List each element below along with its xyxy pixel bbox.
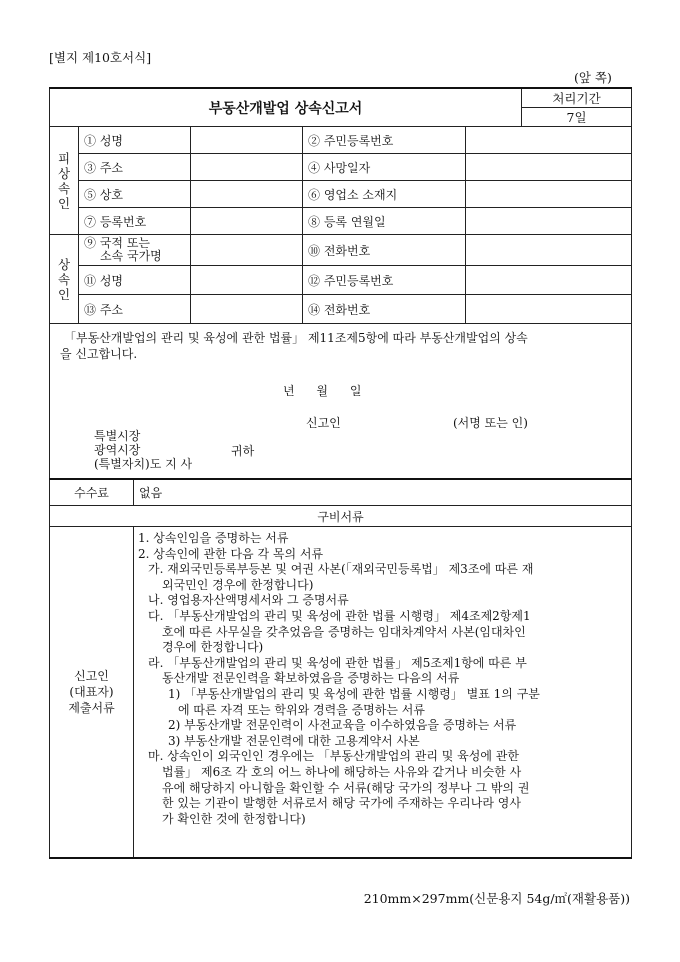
documents-label: 신고인 (대표자) 제출서류 (50, 527, 134, 859)
heir-name-label: ⑪ 성명 (79, 266, 191, 295)
decedent-resident-no-field[interactable] (466, 127, 632, 154)
heir-name-field[interactable] (191, 266, 303, 295)
fee-label: 수수료 (50, 479, 134, 506)
heir-resident-no-field[interactable] (466, 266, 632, 295)
reg-no-label: ⑦ 등록번호 (79, 208, 191, 235)
decedent-name-label: ① 성명 (79, 127, 191, 154)
trade-name-label: ⑤ 상호 (79, 181, 191, 208)
doc-item: 1. 상속인임을 증명하는 서류 (138, 531, 289, 545)
processing-value: 7일 (522, 108, 632, 127)
statement-date: 년 월 일 (283, 384, 362, 398)
heir-section-label: 상 속 인 (50, 235, 79, 324)
heir-resident-no-label: ⑫ 주민등록번호 (303, 266, 466, 295)
form-title: 부동산개발업 상속신고서 (50, 88, 522, 127)
doc-item: 가 확인한 것에 한정합니다) (162, 811, 306, 826)
decedent-address-field[interactable] (191, 154, 303, 181)
heir-phone-1-label: ⑩ 전화번호 (303, 235, 466, 266)
heir-phone-2-field[interactable] (466, 295, 632, 324)
nationality-field[interactable] (191, 235, 303, 266)
decedent-address-label: ③ 주소 (79, 154, 191, 181)
reporter-label: 신고인 (306, 416, 341, 430)
statement-line-1: 「부동산개발업의 관리 및 육성에 관한 법률」 제11조제5항에 따라 부동산개발업의 상속 (64, 331, 528, 345)
doc-item: 외국민인 경우에 한정합니다) (162, 577, 314, 592)
report-form (49, 87, 632, 859)
decedent-resident-no-label: ② 주민등록번호 (303, 127, 466, 154)
doc-item: 에 따른 자격 또는 학위와 경력을 증명하는 서류 (178, 702, 425, 717)
statement-line-2: 을 신고합니다. (60, 347, 138, 361)
processing-label: 처리기간 (522, 88, 632, 108)
nationality-label: ⑨ 국적 또는 소속 국가명 (79, 235, 191, 266)
death-date-label: ④ 사망일자 (303, 154, 466, 181)
fee-value: 없음 (134, 479, 632, 506)
doc-item: 동산개발 전문인력을 확보하였음을 증명하는 다음의 서류 (162, 671, 460, 686)
form-label: [별지 제10호서식] (49, 50, 152, 65)
doc-item: 가. 재외국민등록부등본 및 여권 사본(「재외국민등록법」 제3조에 따른 재 (148, 562, 534, 577)
doc-item: 나. 영업용자산액명세서와 그 증명서류 (148, 593, 349, 608)
office-location-field[interactable] (466, 181, 632, 208)
reg-date-label: ⑧ 등록 연월일 (303, 208, 466, 235)
doc-item: 2. 상속인에 관한 다음 각 목의 서류 (138, 546, 324, 561)
signature-label: (서명 또는 인) (453, 416, 528, 430)
trade-name-field[interactable] (191, 181, 303, 208)
honorific: 귀하 (231, 444, 255, 458)
statement-block (50, 324, 632, 480)
doc-item: 라. 「부동산개발업의 관리 및 육성에 관한 법률」 제5조제1항에 따른 부 (148, 655, 527, 670)
reg-date-field[interactable] (466, 208, 632, 235)
reg-no-field[interactable] (191, 208, 303, 235)
doc-item: 다. 「부동산개발업의 관리 및 육성에 관한 법률 시행령」 제4조제2항제1 (148, 608, 531, 623)
heir-address-field[interactable] (191, 295, 303, 324)
doc-item: 한 있는 기관이 발행한 서류로서 해당 국가에 주재하는 우리나라 영사 (162, 796, 521, 811)
heir-address-label: ⑬ 주소 (79, 295, 191, 324)
doc-item: 1) 「부동산개발업의 관리 및 육성에 관한 법률 시행령」 별표 1의 구분 (168, 686, 540, 701)
doc-item: 유에 해당하지 아니함을 확인할 수 서류(해당 국가의 정부나 그 밖의 권 (162, 780, 530, 795)
heir-phone-1-field[interactable] (466, 235, 632, 266)
decedent-name-field[interactable] (191, 127, 303, 154)
doc-item: 경우에 한정합니다) (162, 640, 264, 655)
decedent-section-label: 피 상 속 인 (50, 127, 79, 235)
doc-item: 법률」 제6조 각 호의 어느 하나에 해당하는 사유와 같거나 비슷한 사 (162, 764, 522, 779)
doc-item: 마. 상속인이 외국인인 경우에는 「부동산개발업의 관리 및 육성에 관한 (148, 749, 519, 764)
doc-item: 호에 따른 사무실을 갖추었음을 증명하는 임대차계약서 사본(임대차인 (162, 624, 526, 639)
paper-spec: 210mm×297mm(신문용지 54g/㎡(재활용품)) (363, 891, 630, 906)
office-location-label: ⑥ 영업소 소재지 (303, 181, 466, 208)
doc-item: 3) 부동산개발 전문인력에 대한 고용계약서 사본 (168, 733, 420, 748)
page-side: (앞 쪽) (574, 70, 612, 85)
death-date-field[interactable] (466, 154, 632, 181)
documents-list (134, 527, 632, 859)
documents-header: 구비서류 (50, 506, 632, 527)
recipient-block: 특별시장 광역시장 (특별자치)도 지 사 (94, 429, 193, 471)
heir-phone-2-label: ⑭ 전화번호 (303, 295, 466, 324)
doc-item: 2) 부동산개발 전문인력이 사전교육을 이수하였음을 증명하는 서류 (168, 718, 517, 733)
